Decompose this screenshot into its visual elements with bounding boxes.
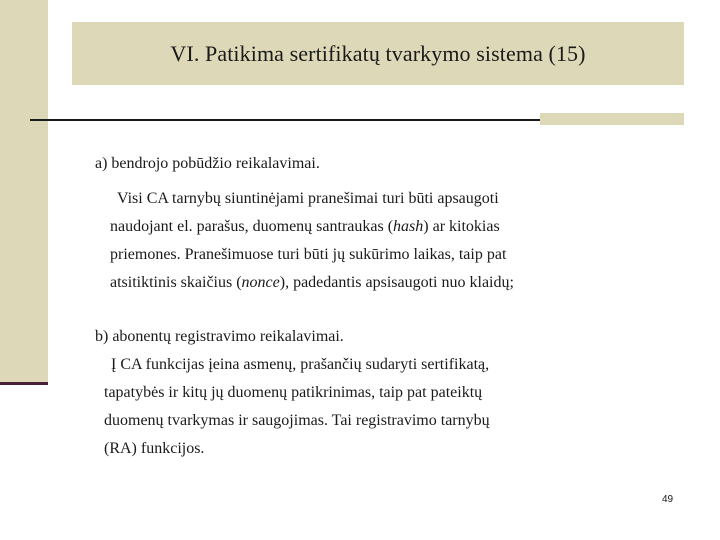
slide-title: VI. Patikima sertifikatų tvarkymo sistema (15): [170, 41, 586, 66]
title-rule-line: [30, 119, 540, 121]
left-accent-bar-base: [0, 382, 48, 385]
title-box: [72, 22, 684, 85]
section-a-line-3: priemones. Pranešimuose turi būti jų sukūrimo laikas, taip pat: [110, 246, 507, 263]
nonce-term: nonce: [241, 274, 280, 291]
hash-term: hash: [393, 218, 424, 235]
section-a-line-1: Visi CA tarnybų siuntinėjami pranešimai turi būti apsaugoti: [117, 190, 499, 207]
title-rule-block: [540, 113, 684, 125]
page-number: 49: [662, 494, 674, 505]
section-b-line-2: tapatybės ir kitų jų duomenų patikrinimas, taip pat pateiktų: [104, 384, 483, 401]
section-b-line-3: duomenų tvarkymas ir saugojimas. Tai registravimo tarnybų: [104, 412, 490, 429]
section-b-line-1: Į CA funkcijas įeina asmenų, prašančių sudaryti sertifikatą,: [111, 356, 490, 373]
section-a-line-2: naudojant el. parašus, duomenų santraukas (hash) ar kitokias: [110, 218, 500, 235]
section-a-heading: a) bendrojo pobūdžio reikalavimai.: [95, 155, 320, 172]
section-b-line-4: (RA) funkcijos.: [104, 440, 205, 457]
section-a-line-4: atsitiktinis skaičius (nonce), padedantis apsisaugoti nuo klaidų;: [110, 274, 514, 291]
section-b-heading: b) abonentų registravimo reikalavimai.: [95, 328, 344, 345]
left-accent-bar: [0, 0, 48, 382]
